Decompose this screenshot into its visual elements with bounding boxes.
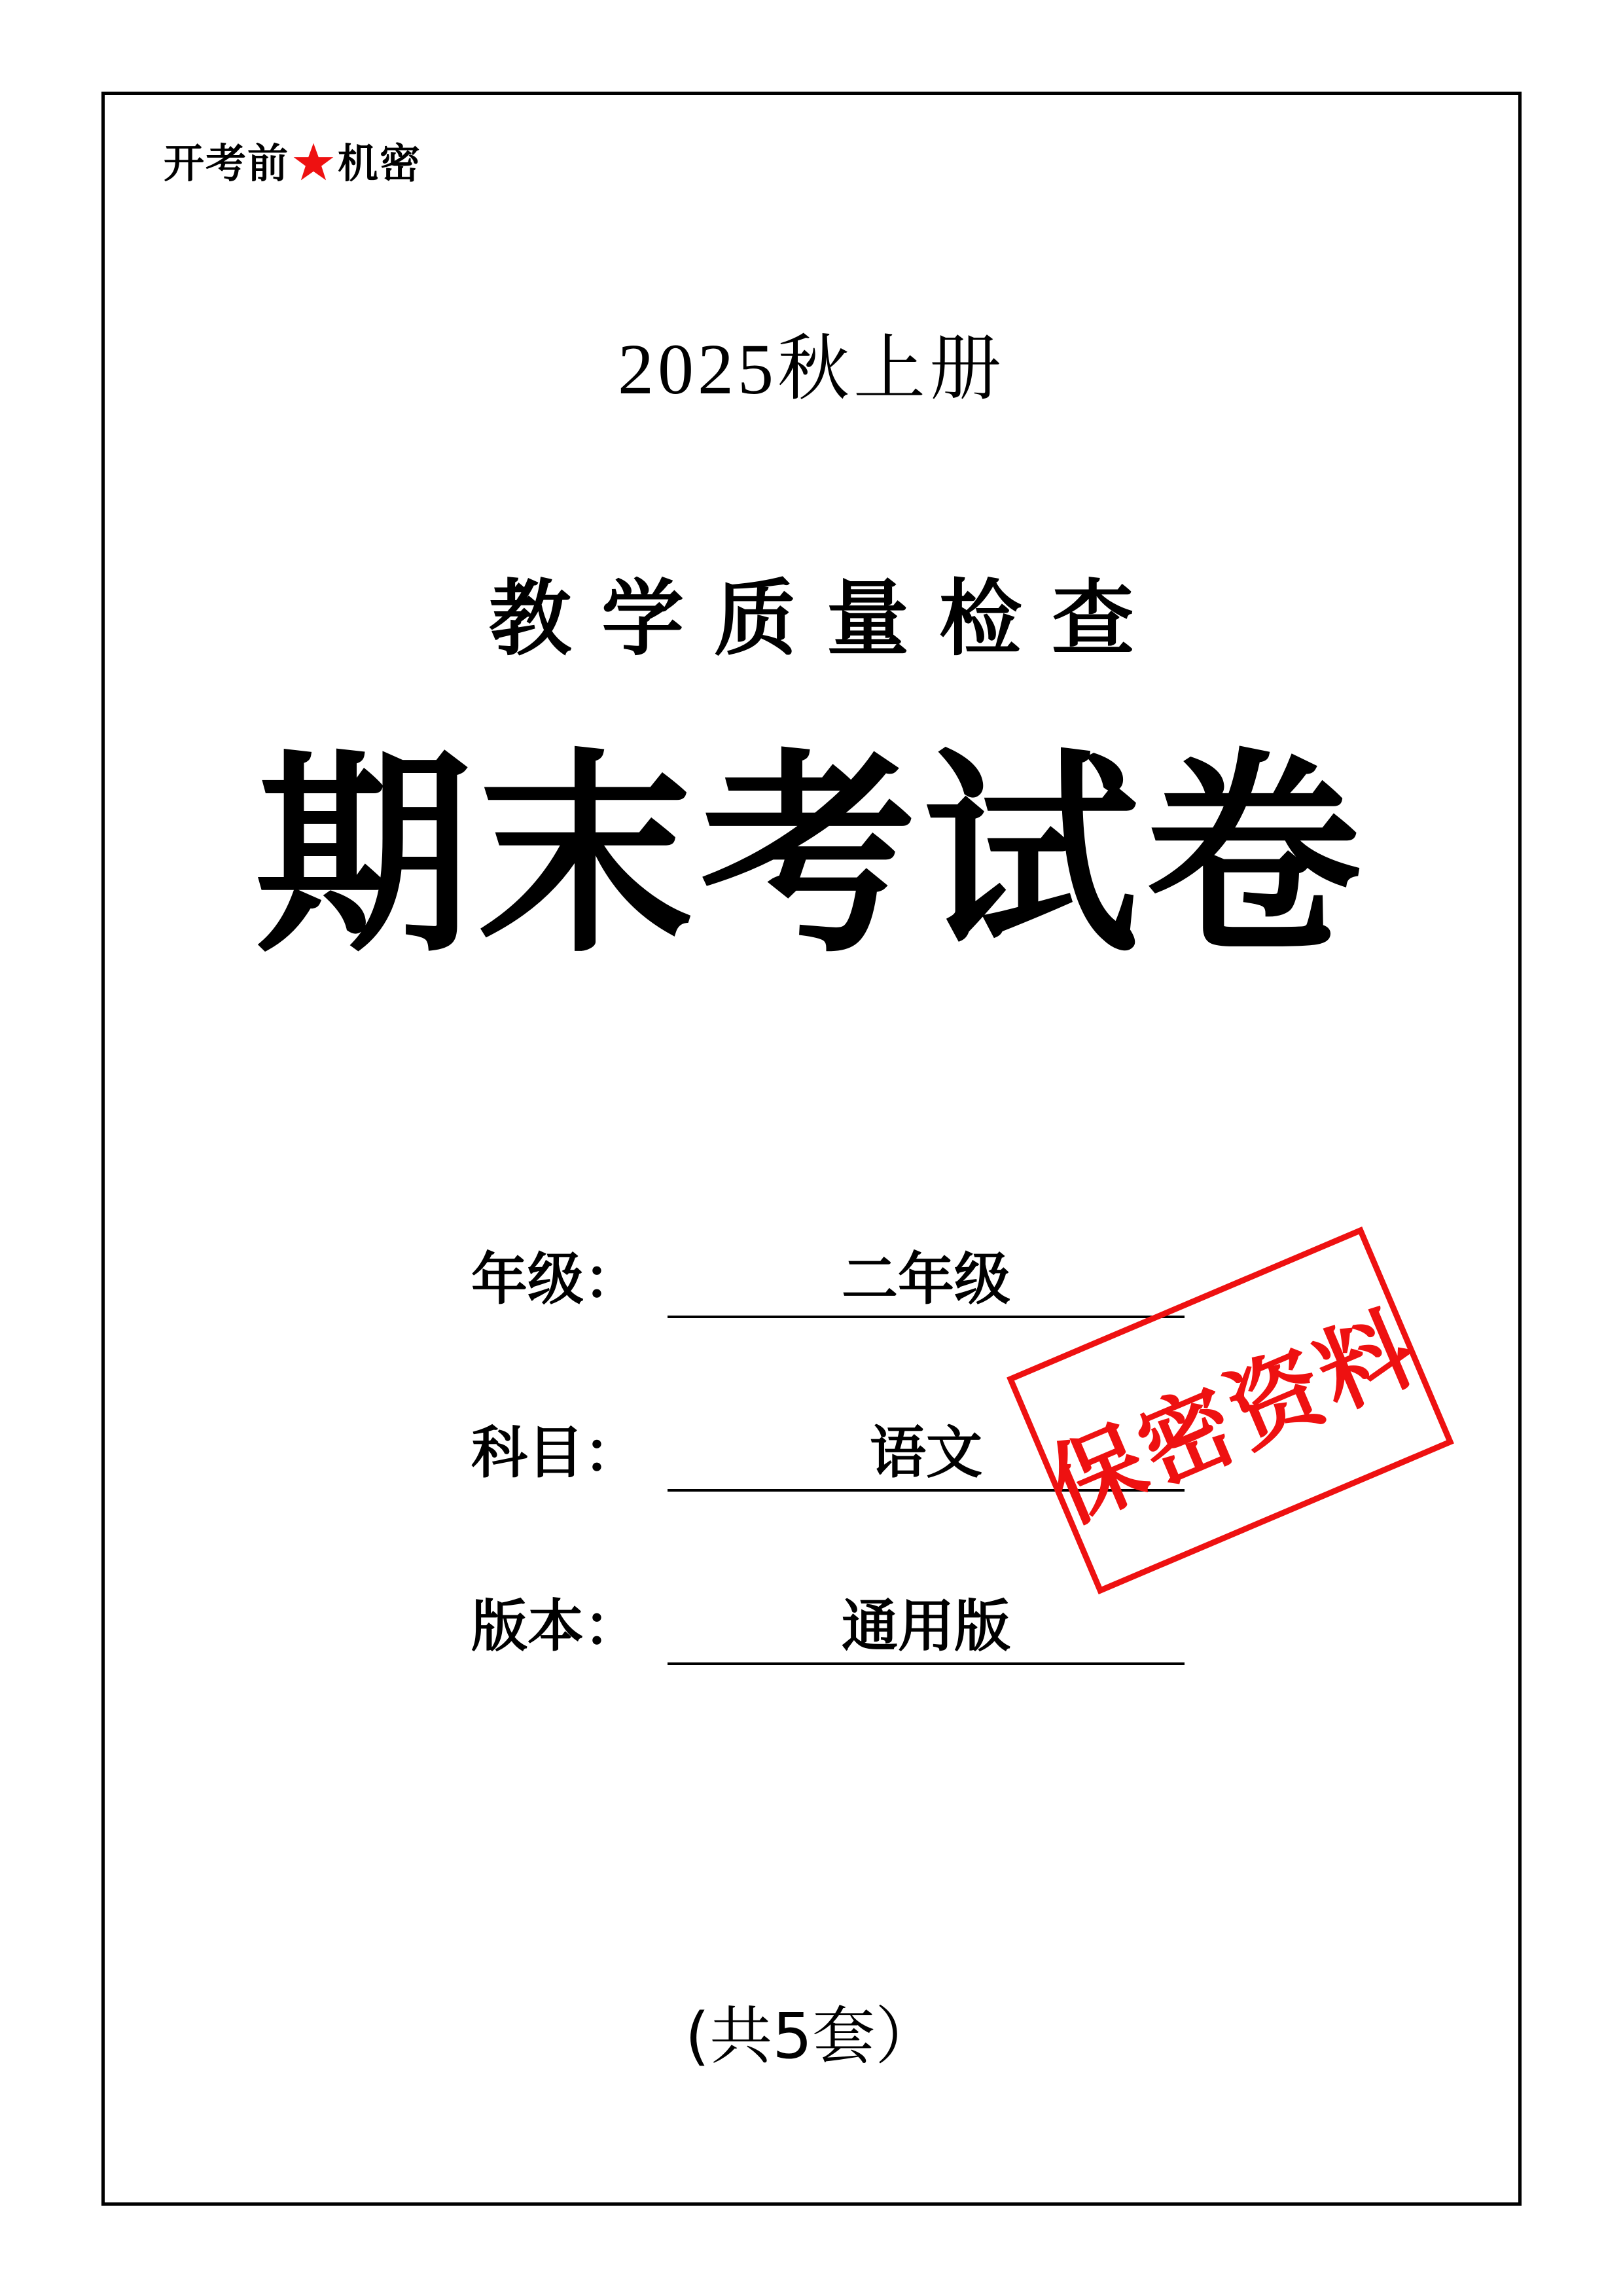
confidential-stamp-text: 保密资料 [1007,1227,1454,1594]
page-title: 期末考试卷 [255,730,1368,982]
subject-label: 科目： [471,1422,640,1484]
grade-label: 年级： [471,1248,640,1311]
title-year: 2025秋上册 [618,329,1005,409]
red-star-icon [292,141,335,185]
edition-label: 版本： [471,1595,640,1658]
confidential-notice [164,131,421,189]
title-subtitle: 教学质量检查 [489,575,1164,666]
field-row-edition [471,1581,1257,1754]
page-border-frame [101,92,1522,2206]
subject-value: 语文 [870,1422,982,1484]
edition-underline [668,1662,1185,1665]
grade-underline [668,1316,1185,1318]
set-count-note: (共5套） [685,2000,938,2073]
confidential-prefix-text: 开考前 [164,142,290,187]
confidential-suffix-text: 机密 [338,142,422,187]
edition-value: 通用版 [842,1595,1010,1658]
grade-value: 二年级 [842,1248,1010,1311]
